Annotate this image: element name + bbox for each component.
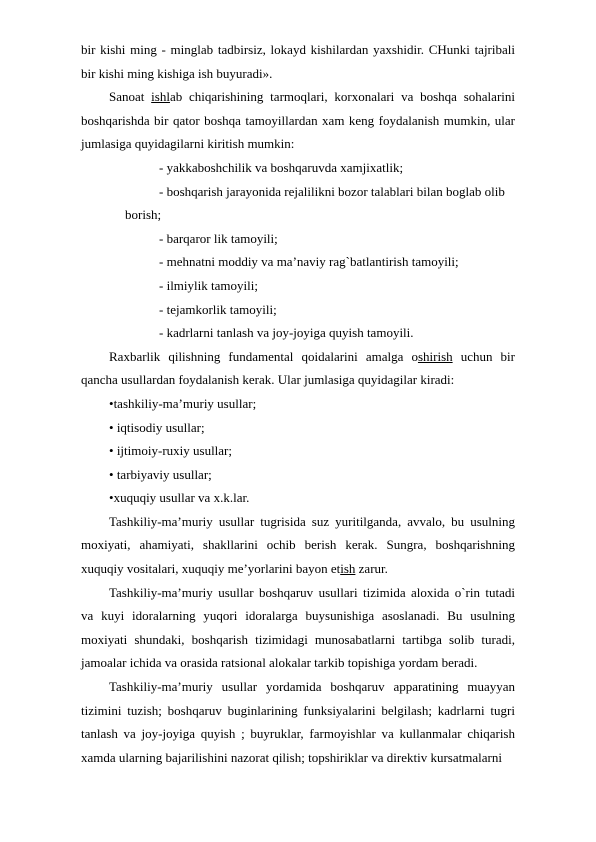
bullet-mark: • <box>109 490 114 506</box>
paragraph-2-text-a: Sanoat <box>109 89 152 105</box>
bullet-item <box>81 392 515 416</box>
bullet-item <box>81 439 515 463</box>
list-item: - kadrlarni tanlash va joy-joyiga quyish tamoyili. <box>159 325 414 341</box>
paragraph-4-text-b: zarur. <box>355 561 388 577</box>
bullet-mark: • <box>109 395 114 411</box>
paragraph-6: Tashkiliy-ma’muriy usullar yordamida boshqaruv apparatining muayyan tizimini tuzish; boshqaruv buginlarining funksiyalarini belgilash; kadrlarni tugri tanlash va joy-joyiga quyish ; buyruklar, farmoyishlar va kullanmalar chiqarish xamda ularning bajarilishini nazorat qilish; topshiriklar va direktiv kursatmalarni <box>81 679 515 765</box>
paragraph-4 <box>81 510 515 581</box>
list-item: - tejamkorlik tamoyili; <box>159 301 277 317</box>
bullet-mark: • <box>109 419 117 435</box>
bullet-text: xuquqiy usullar va x.k.lar. <box>113 490 250 506</box>
document-page <box>81 38 515 769</box>
bullet-text: tashkiliy-ma’muriy usullar; <box>113 395 257 411</box>
bullet-item <box>81 416 515 440</box>
paragraph-5: Tashkiliy-ma’muriy usullar boshqaruv usullari tizimida aloxida o`rin tutadi va kuyi idoralarning yuqori idoralarga buysunishiga asoslanadi. Bu usulning moxiyati shundaki, boshqarish tizimidagi munosabatlarni tartibga solib turadi, jamoalar ichida va orasida ratsional alokalar tarkib topishiga yordam beradi. <box>81 584 515 671</box>
paragraph-2-underlined: ishl <box>151 89 170 105</box>
list-item: - boshqarish jarayonida rejalilikni bozor talablari bilan boglab olib <box>159 183 505 199</box>
list-item-continuation: borish; <box>125 207 162 223</box>
paragraph-3-text-a: Raxbarlik qilishning fundamental qoidalarini amalga o <box>109 348 418 364</box>
list-item: - yakkaboshchilik va boshqaruvda xamjixatlik; <box>159 159 404 175</box>
list-item: - mehnatni moddiy va ma’naviy rag`batlantirish tamoyili; <box>159 254 459 270</box>
bullet-text: ijtimoiy-ruxiy usullar; <box>116 443 232 459</box>
paragraph-3-underlined: shirish <box>417 348 453 364</box>
list-item: - barqaror lik tamoyili; <box>159 230 278 246</box>
paragraph-1: bir kishi ming - minglab tadbirsiz, lokayd kishilardan yaxshidir. CHunki tajribali bir kishi ming kishiga ish buyuradi». <box>81 42 515 81</box>
paragraph-2 <box>81 85 515 156</box>
bullet-mark: • <box>109 443 117 459</box>
paragraph-3 <box>81 345 515 392</box>
bullet-text: iqtisodiy usullar; <box>116 419 205 435</box>
bullet-text: tarbiyaviy usullar; <box>116 466 212 482</box>
bullet-item <box>81 463 515 487</box>
paragraph-4-underlined: ish <box>340 561 356 577</box>
paragraph-3-text-b: uchun bir qancha usullardan foydalanish kerak. Ular jumlasiga quyidagilar kiradi: <box>81 348 515 388</box>
paragraph-2-text-b: ab chiqarishining tarmoqlari, korxonalari va boshqa sohalarini boshqarishda bir qator boshqa tamoyillardan xam keng foydalanish mumkin, ular jumlasiga quyidagilarni kiritish mumkin: <box>81 89 515 152</box>
paragraph-4-text-a: Tashkiliy-ma’muriy usullar tugrisida suz yuritilganda, avvalo, bu usulning moxiyati, ahamiyati, shakllarini ochib berish kerak. Sungra, boshqarishning xuquqiy vositalari, xuquqiy me’yorlarini bayon et <box>81 513 515 577</box>
list-item: - ilmiylik tamoyili; <box>159 277 258 293</box>
bullet-item <box>81 486 515 510</box>
bullet-mark: • <box>109 466 117 482</box>
